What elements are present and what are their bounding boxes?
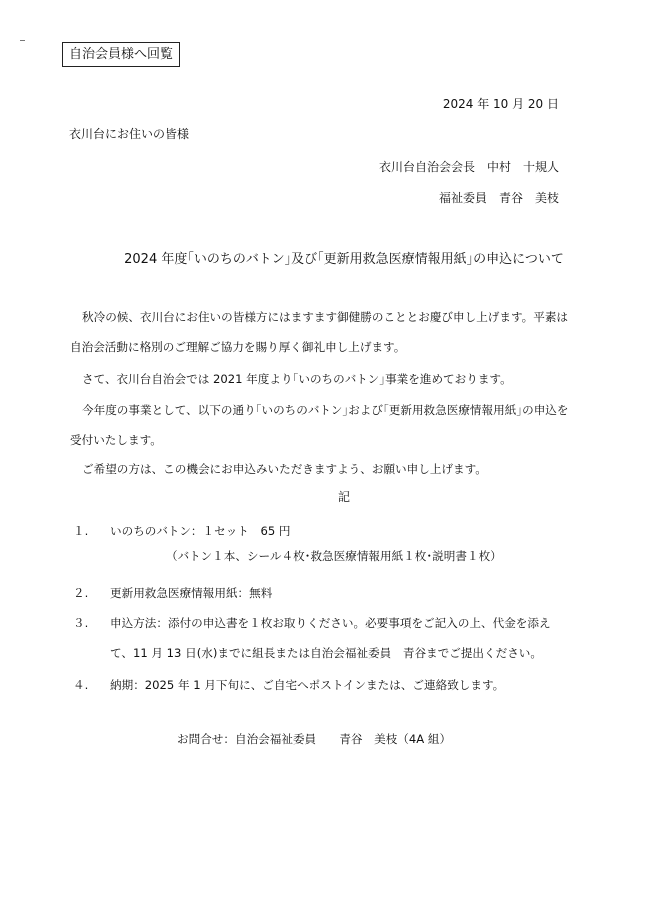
sender-welfare-officer: 福祉委員 青谷 美枝 — [438, 191, 559, 205]
ki-heading: 記 — [337, 490, 350, 504]
circulation-notice-box: 自治会員様へ回覧 — [62, 42, 180, 67]
sender-chair: 衣川台自治会会長 中村 十規人 — [378, 160, 559, 174]
list-item-number: １. — [73, 524, 89, 538]
list-item-text: 申込方法：添付の申込書を１枚お取りください。必要事項をご記入の上、代金を添えて、11 月 13 日(水)までに組長または自治会福祉委員 青谷までご提出ください。 — [110, 616, 551, 660]
list-item-text: いのちのバトン：１セット 65 円 — [110, 524, 291, 538]
scan-mark — [20, 40, 25, 41]
list-item-text: 納期：2025 年 1 月下旬に、ご自宅へポストインまたは、ご連絡致します。 — [110, 678, 505, 692]
document-date: 2024 年 10 月 20 日 — [442, 97, 559, 111]
document-title: 2024 年度｢いのちのバトン｣及び｢更新用救急医療情報用紙｣の申込について — [124, 252, 564, 267]
body-paragraph-request: ご希望の方は、この機会にお申込みいただきますよう、お願い申し上げます。 — [82, 462, 487, 476]
addressee: 衣川台にお住いの皆様 — [69, 127, 190, 141]
inquiry-contact: お問合せ：自治会福祉委員 青谷 美枝（4A 組） — [177, 732, 452, 746]
body-paragraph-greeting: 秋冷の候、衣川台にお住いの皆様方にはますます御健勝のこととお慶び申し上げます。平素は自治会活動に格別のご理解ご協力を賜り厚く御礼申し上げます。 — [70, 310, 569, 354]
list-item-detail: （バトン１本、シール４枚･救急医療情報用紙１枚･説明書１枚） — [166, 549, 502, 563]
list-item-number: ３. — [73, 616, 89, 630]
body-paragraph-announcement: 今年度の事業として、以下の通り｢いのちのバトン｣および｢更新用救急医療情報用紙｣の申込を受付いたします。 — [70, 403, 569, 447]
list-item-number: ２. — [73, 586, 89, 600]
list-item-text: 更新用救急医療情報用紙：無料 — [110, 586, 273, 600]
list-item-number: ４. — [73, 678, 89, 692]
body-paragraph-history: さて、衣川台自治会では 2021 年度より｢いのちのバトン｣事業を進めております。 — [82, 372, 512, 386]
